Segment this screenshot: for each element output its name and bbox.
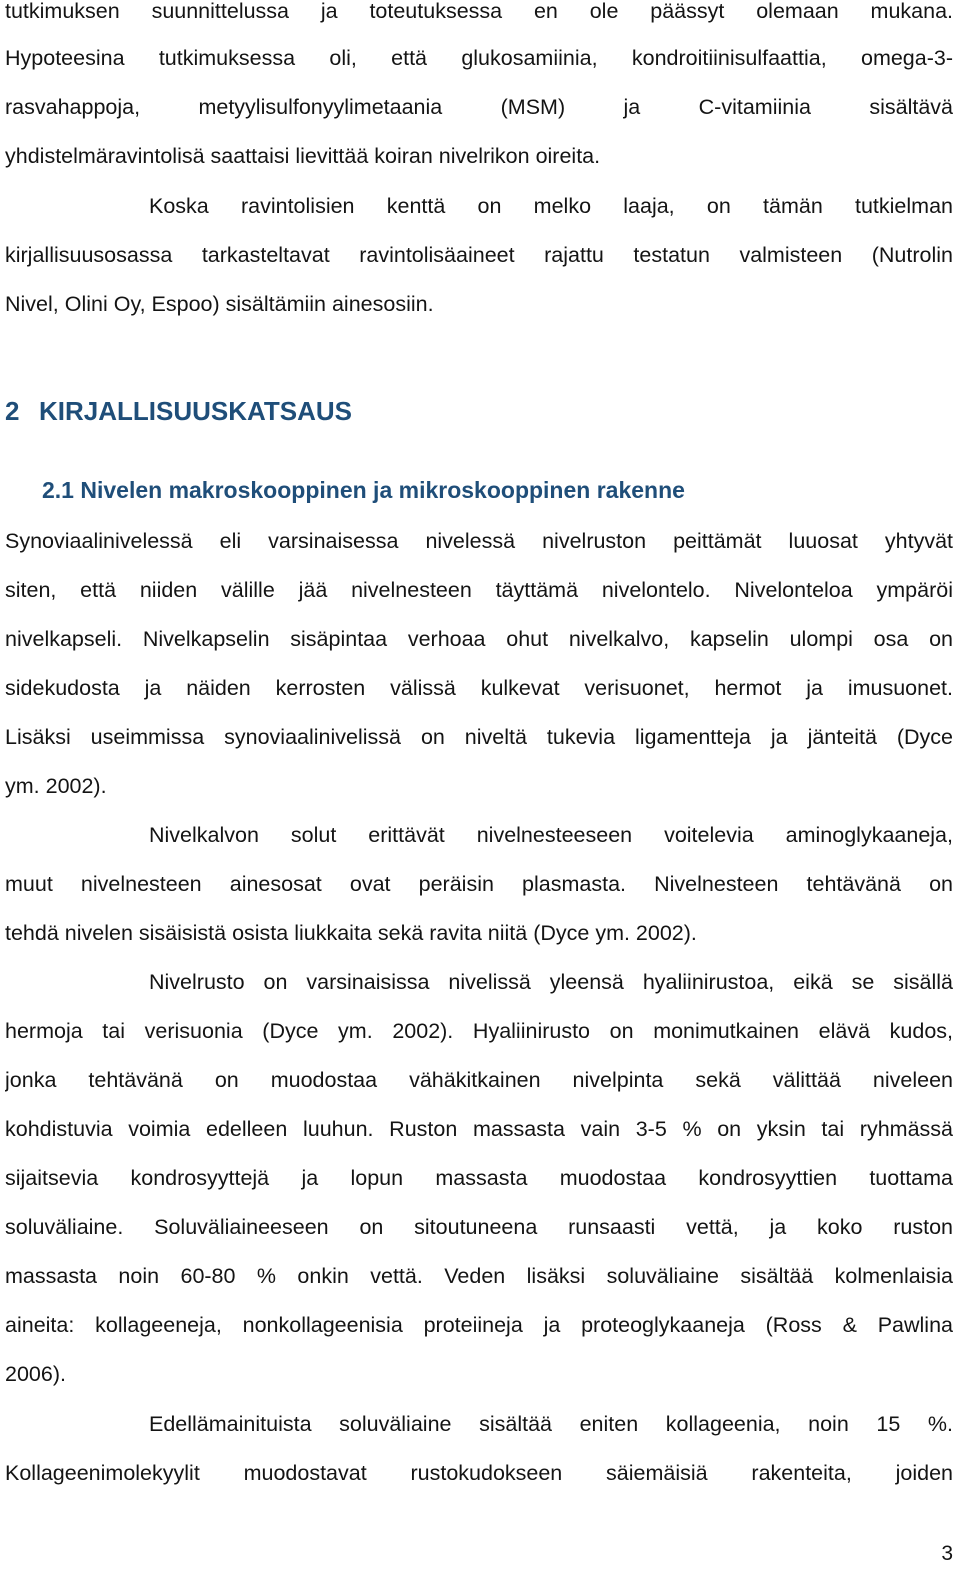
body-line: 2006).: [5, 1362, 66, 1386]
body-line: ym. 2002).: [5, 774, 107, 798]
section-number: 2: [5, 396, 20, 426]
section-title: KIRJALLISUUSKATSAUS: [39, 396, 352, 426]
body-line: Nivelrusto on varsinaisissa nivelissä yleensä hyaliinirustoa, eikä se sisällä: [149, 970, 953, 994]
body-line: massasta noin 60-80 % onkin vettä. Veden lisäksi soluväliaine sisältää kolmenlaisia: [5, 1264, 953, 1288]
body-line: yhdistelmäravintolisä saattaisi lievittää koiran nivelrikon oireita.: [5, 144, 601, 168]
body-line: kirjallisuusosassa tarkasteltavat ravintolisäaineet rajattu testatun valmisteen (Nutrolin: [5, 243, 953, 267]
body-line: Edellämainituista soluväliaine sisältää eniten kollageenia, noin 15 %.: [149, 1412, 953, 1436]
body-line: soluväliaine. Soluväliaineeseen on sitoutuneena runsaasti vettä, ja koko ruston: [5, 1215, 953, 1239]
body-line: rasvahappoja, metyylisulfonyylimetaania (MSM) ja C-vitamiinia sisältävä: [5, 95, 953, 119]
body-line: aineita: kollageeneja, nonkollageenisia proteiineja ja proteoglykaaneja (Ross & Pawlina: [5, 1313, 953, 1337]
body-line: jonka tehtävänä on muodostaa vähäkitkainen nivelpinta sekä välittää niveleen: [5, 1068, 953, 1092]
body-line: tehdä nivelen sisäisistä osista liukkaita sekä ravita niitä (Dyce ym. 2002).: [5, 921, 697, 945]
body-line: siten, että niiden välille jää nivelnesteen täyttämä nivelontelo. Nivelonteloa ympäröi: [5, 578, 953, 602]
page-number: 3: [941, 1542, 953, 1565]
body-line: sijaitsevia kondrosyyttejä ja lopun massasta muodostaa kondrosyyttien tuottama: [5, 1166, 953, 1190]
body-line: Lisäksi useimmissa synoviaalinivelissä on niveltä tukevia ligamentteja ja jänteitä (Dyce: [5, 725, 953, 749]
body-line: Koska ravintolisien kenttä on melko laaja, on tämän tutkielman: [149, 194, 953, 218]
body-line: Nivel, Olini Oy, Espoo) sisältämiin ainesosiin.: [5, 292, 434, 316]
body-line: sidekudosta ja näiden kerrosten välissä kulkevat verisuonet, hermot ja imusuonet.: [5, 676, 953, 700]
body-line: kohdistuvia voimia edelleen luuhun. Ruston massasta vain 3-5 % on yksin tai ryhmässä: [5, 1117, 953, 1141]
body-line: hermoja tai verisuonia (Dyce ym. 2002). Hyaliinirusto on monimutkainen elävä kudos,: [5, 1019, 953, 1043]
body-line: Nivelkalvon solut erittävät nivelnesteeseen voitelevia aminoglykaaneja,: [149, 823, 953, 847]
body-line: tutkimuksen suunnittelussa ja toteutuksessa en ole päässyt olemaan mukana.: [5, 0, 953, 23]
body-line: Synoviaalinivelessä eli varsinaisessa nivelessä nivelruston peittämät luuosat yhtyvät: [5, 529, 953, 553]
body-line: Hypoteesina tutkimuksessa oli, että glukosamiinia, kondroitiinisulfaattia, omega-3-: [5, 46, 953, 70]
section-heading: [5, 394, 352, 428]
body-line: Kollageenimolekyylit muodostavat rustokudokseen säiemäisiä rakenteita, joiden: [5, 1461, 953, 1485]
subsection-heading: 2.1 Nivelen makroskooppinen ja mikroskooppinen rakenne: [42, 477, 685, 503]
body-line: nivelkapseli. Nivelkapselin sisäpintaa verhoaa ohut nivelkalvo, kapselin ulompi osa on: [5, 627, 953, 651]
body-line: muut nivelnesteen ainesosat ovat peräisin plasmasta. Nivelnesteen tehtävänä on: [5, 872, 953, 896]
